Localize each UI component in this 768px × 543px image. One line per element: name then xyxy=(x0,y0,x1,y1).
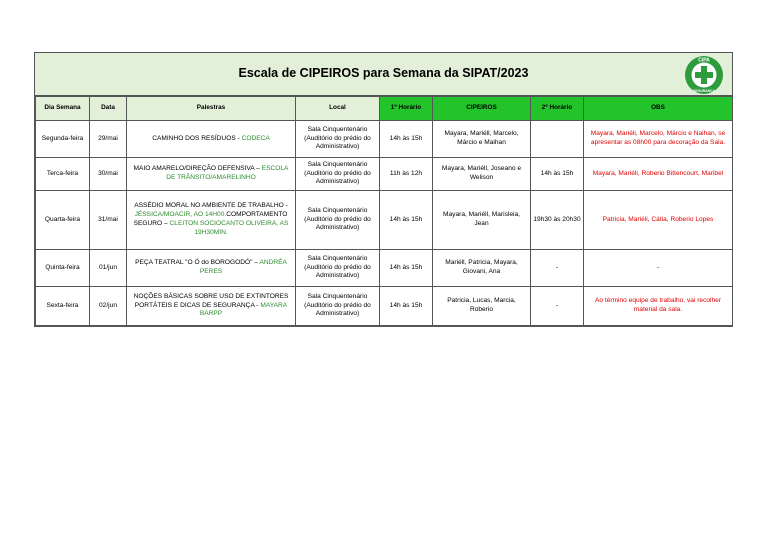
talk-speaker: ANDRÉA PERES xyxy=(199,259,287,275)
cell-date: 30/mai xyxy=(90,158,127,191)
header-time2: 2º Horário xyxy=(531,97,584,121)
header-time1: 1º Horário xyxy=(380,97,433,121)
talk-text: ASSÉDIO MORAL NO AMBIENTE DE TRABALHO - xyxy=(134,202,288,210)
table-row xyxy=(36,191,733,250)
logo-subtext: SEGURANÇA xyxy=(693,89,715,93)
cell-cipeiros: Patricia, Lucas, Marcia, Roberio xyxy=(433,287,531,326)
header-row xyxy=(36,97,733,121)
cell-cipeiros: Mayara, Mariéll, Joseano e Welison xyxy=(433,158,531,191)
table-row xyxy=(36,250,733,287)
cell-cipeiros: Mayara, Mariéll, Marisleia, Jean xyxy=(433,191,531,250)
talk-speaker-2: CLEITON SOCIOCANTO OLIVEIRA, AS 19H30MIN. xyxy=(169,220,289,236)
talk-text: MAIO AMARELO/DIREÇÃO DEFENSIVA – xyxy=(133,165,262,173)
cell-local: Sala Cinquentenário (Auditório do prédio do Administrativo) xyxy=(296,158,380,191)
talk-speaker: ESCOLA DE TRÂNSITO/AMARELINHO xyxy=(166,165,289,181)
header-date: Data xyxy=(90,97,127,121)
cell-talk xyxy=(127,158,296,191)
cell-local: Sala Cinquentenário (Auditório do prédio do Administrativo) xyxy=(296,250,380,287)
header-cipeiros: CIPEIROS xyxy=(433,97,531,121)
cell-date: 02/jun xyxy=(90,287,127,326)
cell-day: Quinta-feira xyxy=(36,250,90,287)
cell-local: Sala Cinquentenário (Auditório do prédio do Administrativo) xyxy=(296,121,380,158)
cell-obs: Ao término equipe de trabalho, vai recolher material da sala. xyxy=(584,287,733,326)
cell-day: Terca-feira xyxy=(36,158,90,191)
cell-time1: 14h às 15h xyxy=(380,250,433,287)
cell-day: Sexta-feira xyxy=(36,287,90,326)
table-row xyxy=(36,121,733,158)
cell-time1: 11h às 12h xyxy=(380,158,433,191)
talk-speaker: MAYARA BARPP xyxy=(199,301,288,318)
cell-cipeiros: Mariéll, Patricia, Mayara, Giovani, Ana xyxy=(433,250,531,287)
cell-time2: - xyxy=(531,250,584,287)
cell-time1: 14h às 15h xyxy=(380,121,433,158)
talk-text: PEÇA TEATRAL "O Ó do BOROGODÓ" – xyxy=(135,259,260,267)
cipa-logo xyxy=(684,55,724,95)
cell-talk xyxy=(127,250,296,287)
cell-talk xyxy=(127,121,296,158)
cell-date: 01/jun xyxy=(90,250,127,287)
talk-text: NOÇÕES BÁSICAS SOBRE USO DE EXTINTORES PORTÁTEIS E DICAS DE SEGURANÇA - xyxy=(133,292,289,309)
cell-local: Sala Cinquentenário (Auditório do prédio do Administrativo) xyxy=(296,191,380,250)
cell-talk xyxy=(127,191,296,250)
cell-time1: 14h às 15h xyxy=(380,287,433,326)
talk-text-2: COMPORTAMENTO SEGURO – xyxy=(133,211,288,227)
header-day: Dia Semana xyxy=(36,97,90,121)
cell-day: Segunda-feira xyxy=(36,121,90,158)
page-title: Escala de CIPEIROS para Semana da SIPAT/2023 xyxy=(238,66,529,80)
table-row xyxy=(36,158,733,191)
cell-obs: Patricia, Mariéli, Cátia, Roberio Lopes xyxy=(584,191,733,250)
talk-text: CAMINHO DOS RESÍDUOS - xyxy=(152,134,242,142)
cell-obs: Mayara, Mariéli, Marcelo, Márcio e Naihan, se apresentar as 08h00 para decoração da Sala. xyxy=(584,121,733,158)
cell-cipeiros: Mayara, Mariéll, Marcelo, Márcio e Maihan xyxy=(433,121,531,158)
cell-time1: 14h às 15h xyxy=(380,191,433,250)
talk-speaker: JÉSSICA/MOACIR, AO 14H00. xyxy=(134,211,227,219)
cell-time2: - xyxy=(531,287,584,326)
title-bar xyxy=(35,53,732,96)
logo-text: CIPA xyxy=(698,57,710,64)
schedule-table xyxy=(35,96,733,326)
header-local: Local xyxy=(296,97,380,121)
cell-talk xyxy=(127,287,296,326)
cell-date: 31/mai xyxy=(90,191,127,250)
cell-local: Sala Cinquentenário (Auditório do prédio do Administrativo) xyxy=(296,287,380,326)
cell-time2: 14h às 15h xyxy=(531,158,584,191)
cell-date: 29/mai xyxy=(90,121,127,158)
cell-day: Quarta-feira xyxy=(36,191,90,250)
schedule-sheet xyxy=(34,52,733,327)
header-talks: Palestras xyxy=(127,97,296,121)
cell-obs: - xyxy=(584,250,733,287)
cell-obs: Mayara, Mariéli, Roberio Bittencourt, Maribel xyxy=(584,158,733,191)
cell-time2: 19h30 às 20h30 xyxy=(531,191,584,250)
cell-time2 xyxy=(531,121,584,158)
table-row xyxy=(36,287,733,326)
talk-speaker: CODECA xyxy=(241,134,270,142)
header-obs: OBS xyxy=(584,97,733,121)
